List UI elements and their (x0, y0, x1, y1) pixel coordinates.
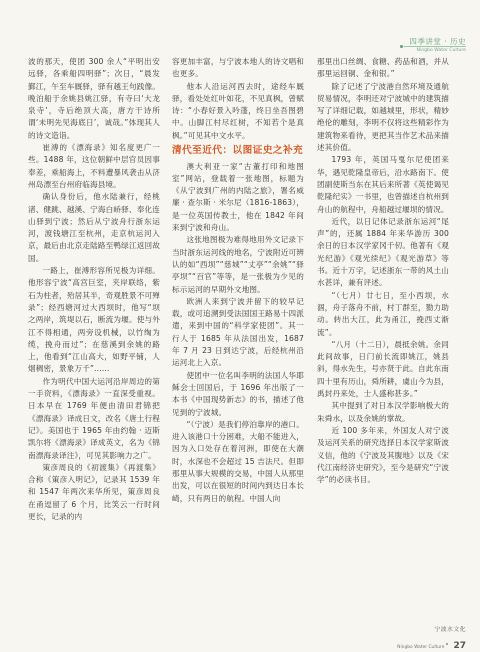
page-number: 27 (453, 641, 466, 651)
section-heading: 清代至近代：以图证史之补充 (172, 145, 304, 157)
paragraph: 除了记述了宁波港自然环境及通航贸易情况，李明还对宁波城中的建筑描写了详细记载，如越城里，形状，精妙绝伦的雕刻，李明不仅将这些精彩作为建筑物来看待，更把其当作艺术品来描述其价值。 (317, 81, 449, 153)
article-column-1 (28, 56, 160, 523)
footer-dot-icon (446, 643, 448, 645)
paragraph: 一路上，崔溥形容所见极为详细。他形容宁波“高宫巨室，夹岸联络，紫石为柱者，殆居其半，奇观胜景不可殚录”；经西塘河过大西坝时，他写“坝之两岸，筑堤以石，断流为堰。使与外江不得相通，两旁设机械，以竹绹为缆，挽舟而过”；在慈溪到余姚的路上，他看到“江山高大，如野平铺，人烟稠密，景象万千”…… (28, 266, 160, 374)
paragraph: 策彦周良的《初渡集》《再渡集》合称《策彦入明记》，记录其 1539 年和 1547 年两次来华所见，策彦周良在甬逗留了 6 个月，比笑云一行时间更长，记录的内 (28, 462, 160, 521)
paragraph: “（宁波）是我们停泊靠岸的港口。进入该港口十分困难，大船不能进入，因为入口处存在着河洲，即使在大潮时，水深也不会超过 15 吉法尺。但即那里从事大规模的交易，中国人从那里出发，可以在很短的时间内到达日本长崎，只有两日的航程。中国人向 (172, 419, 304, 503)
section-header (331, 36, 466, 53)
paragraph: 澳大利亚一家“古董打印和地图室”网站，登载着一张地图，标题为《从宁波到广州的内陆之旅》，署名威廉 · 查尔斯 · 米尔尼（1816-1863），是一位英国传教士，他在 1842 年间来到宁波和舟山。 (172, 161, 304, 233)
section-title: 四季讲堂 · 历史 (409, 37, 466, 46)
section-subtitle: Ningbo Water Culture (416, 48, 466, 53)
paragraph: 其中提到了对日本汉学影响极大的朱舜水，以及余姚的掌故。 (317, 401, 449, 423)
paragraph: 作为明代中国大运河沿岸周边的第一手资料，《漂海录》一直深受重视。日本早在 1769 年便由清田君锦把《漂海录》译成日文，改名《唐土行程记》。美国也于 1965 年由约翰 · 迈斯凯尔将《漂海录》译成英文，名为《锦南漂海录译注》，可见其影响力之广。 (28, 376, 160, 460)
paragraph: 近 100 多年来，外国友人对宁波及运河关系的研究选择日本汉学家斯波义信，他的《宁波及其腹地》以及《宋代江南经济史研究》，至今是研究“宁波学”的必读书目。 (317, 425, 449, 485)
paragraph: “八月（十二日），晨抵余姚。余同此间故事，日门前长流即姚江，姚县斜，得水先生，号亦贤于此。自此东南四十里有历山，舜所耕，虞山今为县，禹封丹来处，士人盛称甚多。” (317, 339, 449, 399)
paragraph: 他本人沿运河西去时，途经车厩驿，看处处红叶如花，不见真枫，曾赋诗：“小春好景入吟蓬，终日坐吾图碧中。山脚江村尽红树，不知若个是真枫。”可见其中文水平。 (172, 81, 304, 140)
paragraph: 使团中一位名叫李明的法国人华耶稣会士回国后，于 1696 年出版了一本书《中国现势新志》的书，描述了他见到的宁波城。 (172, 370, 304, 417)
page-footer (397, 624, 466, 652)
article-column-3 (317, 56, 449, 486)
paragraph: 容更加丰富，与宁波本地人的诗文唱和也更多。 (172, 57, 304, 79)
header-divider (404, 46, 466, 47)
paragraph: 欧洲人来到宁波并留下的较早记载，或可追溯到受法国国王路易十四派遣，来到中国的“科学家使团”。其一行人于 1685 年从法国出发，1687 年 7 月 23 日到达宁波，后经杭州沿运河北上入京。 (172, 296, 304, 368)
paragraph: 确认身份后，他水陆兼行，经桃渚、健跳、越溪、宁海白峤驿、奉化连山驿到宁波；然后从宁波舟行浙东运河，渡钱塘江至杭州，走京杭运河入京，最后由北京走陆路至鸭绿江返回故国。 (28, 192, 160, 263)
divider-dot-icon (400, 45, 403, 48)
article-column-2 (172, 56, 304, 505)
magazine-name-en: Ningbo Water Culture (397, 645, 445, 650)
paragraph: 崔溥的《漂海录》知名度更广一些。1488 年，这位朝鲜中层官员因事奉差，乘船海上，不料遭暴风袭击从济州岛漂至台州府临海县境。 (28, 143, 160, 189)
paragraph: 波的那天，使团 300 余人“平明出安远驿，各乘船四明驿”；次日，“晨发鄞江，午至车厩驿，驿有越王句践像。晚泊船于余姚县姚江驿，有寺曰‘大龙泉寺’，寺后绝顶大高，唐方干诗所谓‘未明先见海底日’，诚哉。”体现其人的诗文造诣。 (28, 57, 160, 140)
paragraph: 1793 年，英国马戛尔尼使团来华，遇见乾隆皇帝后，沿水路南下。使团副使斯当东在其后来所著《英使谒见乾隆纪实》一书里，也曾描述自杭州到舟山的航程中，舟船越过堰坝的情况。 (317, 155, 449, 214)
magazine-name: 宁波水文化 (434, 627, 466, 633)
paragraph: 近代，以日记体记录浙东运河“尾声”的，还属 1884 年来华游历 300 余日的日本汉学家冈千仞。他著有《观光纪游》《观光续纪》《观光游草》等书。近十万字，记述浙东一带的风土山水甚详，兼有评述。 (317, 216, 449, 288)
paragraph: “（七月）廿七日，至小西坝，水涸，舟子落舟不前，村丁群至，勠力助动。转出大江，此为甬江，挽西丈渐流”。 (317, 290, 449, 337)
paragraph: 那里出口丝绸、食糖、药品和酒，并从那里运回铜、金和银。” (317, 57, 449, 79)
paragraph: 这张地图极为难得地用外文记录下当时浙东运河线的地名，宁波附近可辨认的如“西坝”“慈城”“丈亭”“余姚”“驿亭坝”“百官”等等，是一张极为少见的标示运河的早期外文地图。 (172, 235, 304, 294)
